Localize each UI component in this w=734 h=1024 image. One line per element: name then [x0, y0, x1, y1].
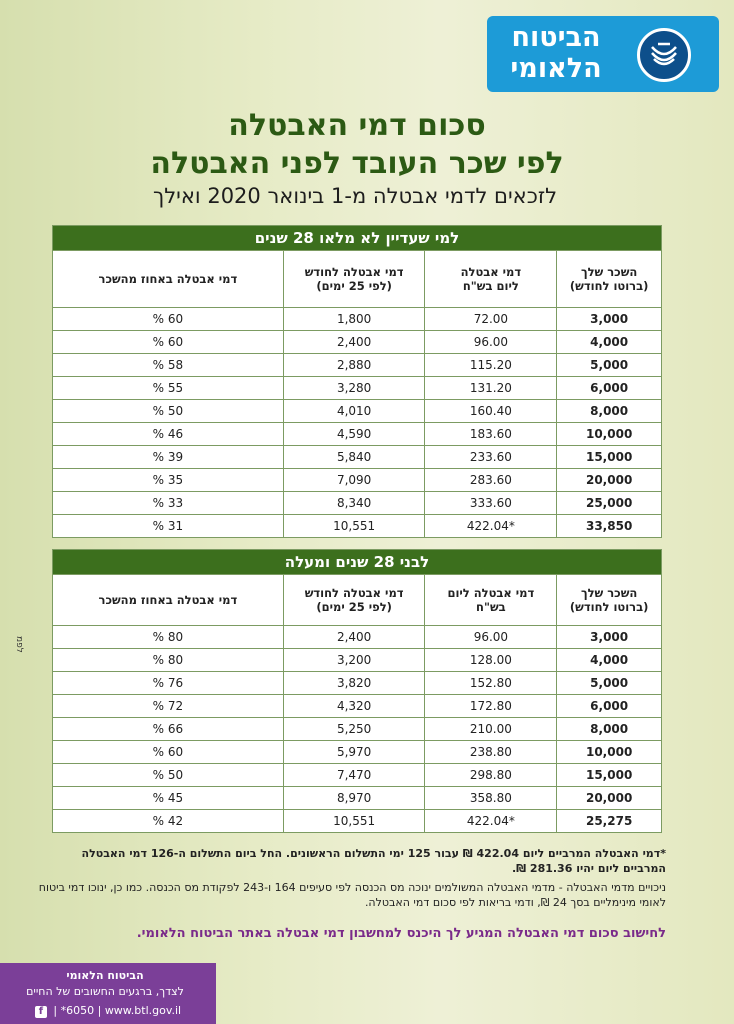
- over-28-table: [52, 549, 662, 833]
- cell-monthly: 4,590: [283, 423, 425, 446]
- col-header-percent: דמי אבטלה באחוז מהשכר: [53, 251, 284, 308]
- cell-daily: *422.04: [425, 810, 557, 833]
- footer-banner: [0, 963, 216, 1024]
- cell-monthly: 4,010: [283, 400, 425, 423]
- table-row: [53, 400, 662, 423]
- col-header-monthly: דמי אבטלה לחודש (לפי 25 ימים): [283, 251, 425, 308]
- cell-salary: 15,000: [557, 446, 662, 469]
- footer-tagline: לצדך, ברגעים החשובים של החיים: [26, 985, 184, 998]
- cell-monthly: 5,840: [283, 446, 425, 469]
- page-title: סכום דמי האבטלה: [228, 108, 486, 143]
- col-header-daily: דמי אבטלה ליום בש"ח: [425, 575, 557, 626]
- table-row: [53, 469, 662, 492]
- table-row: [53, 308, 662, 331]
- table-row: [53, 787, 662, 810]
- cell-daily: 152.80: [425, 672, 557, 695]
- cell-salary: 15,000: [557, 764, 662, 787]
- cell-salary: 8,000: [557, 718, 662, 741]
- cell-daily: 128.00: [425, 649, 557, 672]
- cell-salary: 3,000: [557, 308, 662, 331]
- table-row: [53, 331, 662, 354]
- cell-percent: 31 %: [53, 515, 284, 538]
- cell-percent: 66 %: [53, 718, 284, 741]
- col-header-daily: דמי אבטלה ליום בש"ח: [425, 251, 557, 308]
- footnote-max-amount: *דמי האבטלה המרביים ליום 422.04 ₪ עבור 125 ימי התשלום הראשונים. החל ביום התשלום ה-126 דמי האבטלה המרביים ליום יהיו 281.36 ₪.: [81, 847, 666, 875]
- col-header-percent: דמי אבטלה באחוז מהשכר: [53, 575, 284, 626]
- cell-salary: 3,000: [557, 626, 662, 649]
- table-row: [53, 741, 662, 764]
- under-28-table: [52, 225, 662, 538]
- cell-salary: 4,000: [557, 331, 662, 354]
- facebook-icon[interactable]: f: [35, 1006, 47, 1018]
- cell-daily: 183.60: [425, 423, 557, 446]
- cell-daily: 238.80: [425, 741, 557, 764]
- cell-daily: 210.00: [425, 718, 557, 741]
- cell-monthly: 8,340: [283, 492, 425, 515]
- cell-monthly: 5,970: [283, 741, 425, 764]
- cell-monthly: 10,551: [283, 810, 425, 833]
- table-row: [53, 354, 662, 377]
- cell-salary: 20,000: [557, 787, 662, 810]
- cell-daily: 131.20: [425, 377, 557, 400]
- cell-monthly: 2,880: [283, 354, 425, 377]
- table-row: [53, 446, 662, 469]
- table-row: [53, 423, 662, 446]
- cell-percent: 58 %: [53, 354, 284, 377]
- col-header-monthly: דמי אבטלה לחודש (לפי 25 ימים): [283, 575, 425, 626]
- cell-salary: 4,000: [557, 649, 662, 672]
- cell-percent: 80 %: [53, 649, 284, 672]
- cell-salary: 25,275: [557, 810, 662, 833]
- page-subtitle: לזכאים לדמי אבטלה מ-1 בינואר 2020 ואילך: [152, 184, 558, 208]
- cell-percent: 46 %: [53, 423, 284, 446]
- cell-percent: 42 %: [53, 810, 284, 833]
- cell-salary: 10,000: [557, 741, 662, 764]
- cell-daily: 115.20: [425, 354, 557, 377]
- btl-emblem-icon: [637, 28, 691, 82]
- footer-phone[interactable]: *6050: [60, 1004, 95, 1017]
- table-row: [53, 649, 662, 672]
- col-header-salary: השכר שלך (ברוטו לחודש): [557, 251, 662, 308]
- footnote-deductions: ניכויים מדמי האבטלה - מדמי האבטלה המשולמים ינוכה מס הכנסה לפי סעיפים 164 ו-243 לפקודת מס הכנסה. כמו כן, ינוכו דמי ביטוח לאומי מינימליים בסך 24 ₪, ודמי בריאות לפי סכום דמי האבטלה.: [38, 881, 666, 909]
- cell-monthly: 1,800: [283, 308, 425, 331]
- cell-percent: 60 %: [53, 308, 284, 331]
- cell-monthly: 3,280: [283, 377, 425, 400]
- cell-daily: 96.00: [425, 331, 557, 354]
- cell-monthly: 4,320: [283, 695, 425, 718]
- cell-daily: 160.40: [425, 400, 557, 423]
- cell-monthly: 2,400: [283, 626, 425, 649]
- cell-salary: 20,000: [557, 469, 662, 492]
- cell-daily: 298.80: [425, 764, 557, 787]
- table-band-title: לבני 28 שנים ומעלה: [53, 550, 662, 575]
- cell-daily: 233.60: [425, 446, 557, 469]
- cell-daily: 172.80: [425, 695, 557, 718]
- cell-monthly: 2,400: [283, 331, 425, 354]
- page-title-line2: לפי שכר העובד לפני האבטלה: [150, 146, 564, 181]
- footer-contact: [0, 1004, 216, 1018]
- table-row: [53, 492, 662, 515]
- cell-percent: 45 %: [53, 787, 284, 810]
- cell-monthly: 8,970: [283, 787, 425, 810]
- table-row: [53, 672, 662, 695]
- cell-salary: 33,850: [557, 515, 662, 538]
- cell-salary: 6,000: [557, 377, 662, 400]
- cell-daily: 358.80: [425, 787, 557, 810]
- logo-line1: הביטוח: [511, 22, 601, 53]
- cell-salary: 6,000: [557, 695, 662, 718]
- cell-monthly: 10,551: [283, 515, 425, 538]
- logo-text: [497, 22, 615, 84]
- footer-separator: |: [97, 1004, 102, 1017]
- side-note: לפמ: [14, 636, 24, 653]
- cell-monthly: 7,090: [283, 469, 425, 492]
- table-row: [53, 810, 662, 833]
- cell-monthly: 3,200: [283, 649, 425, 672]
- cell-percent: 50 %: [53, 400, 284, 423]
- cell-percent: 80 %: [53, 626, 284, 649]
- cell-percent: 72 %: [53, 695, 284, 718]
- table-row: [53, 626, 662, 649]
- cell-monthly: 7,470: [283, 764, 425, 787]
- cell-salary: 25,000: [557, 492, 662, 515]
- cell-percent: 35 %: [53, 469, 284, 492]
- cell-daily: *422.04: [425, 515, 557, 538]
- footer-separator: |: [53, 1004, 58, 1017]
- cell-daily: 72.00: [425, 308, 557, 331]
- cell-salary: 8,000: [557, 400, 662, 423]
- table-row: [53, 515, 662, 538]
- cell-salary: 5,000: [557, 354, 662, 377]
- table-row: [53, 695, 662, 718]
- cell-percent: 50 %: [53, 764, 284, 787]
- logo-line2: הלאומי: [510, 53, 602, 84]
- calculator-link[interactable]: לחישוב סכום דמי האבטלה המגיע לך היכנס למחשבון דמי אבטלה באתר הביטוח הלאומי.: [136, 926, 666, 941]
- cell-percent: 33 %: [53, 492, 284, 515]
- cell-percent: 39 %: [53, 446, 284, 469]
- cell-daily: 333.60: [425, 492, 557, 515]
- table-row: [53, 718, 662, 741]
- cell-percent: 60 %: [53, 331, 284, 354]
- col-header-salary: השכר שלך (ברוטו לחודש): [557, 575, 662, 626]
- table-row: [53, 377, 662, 400]
- table-band-title: למי שעדיין לא מלאו 28 שנים: [53, 226, 662, 251]
- logo[interactable]: [487, 16, 719, 92]
- cell-daily: 96.00: [425, 626, 557, 649]
- cell-percent: 76 %: [53, 672, 284, 695]
- table-row: [53, 764, 662, 787]
- cell-percent: 60 %: [53, 741, 284, 764]
- footer-org: הביטוח הלאומי: [66, 969, 144, 982]
- footer-url[interactable]: www.btl.gov.il: [104, 1004, 182, 1017]
- cell-salary: 5,000: [557, 672, 662, 695]
- cell-salary: 10,000: [557, 423, 662, 446]
- cell-monthly: 3,820: [283, 672, 425, 695]
- cell-percent: 55 %: [53, 377, 284, 400]
- cell-daily: 283.60: [425, 469, 557, 492]
- cell-monthly: 5,250: [283, 718, 425, 741]
